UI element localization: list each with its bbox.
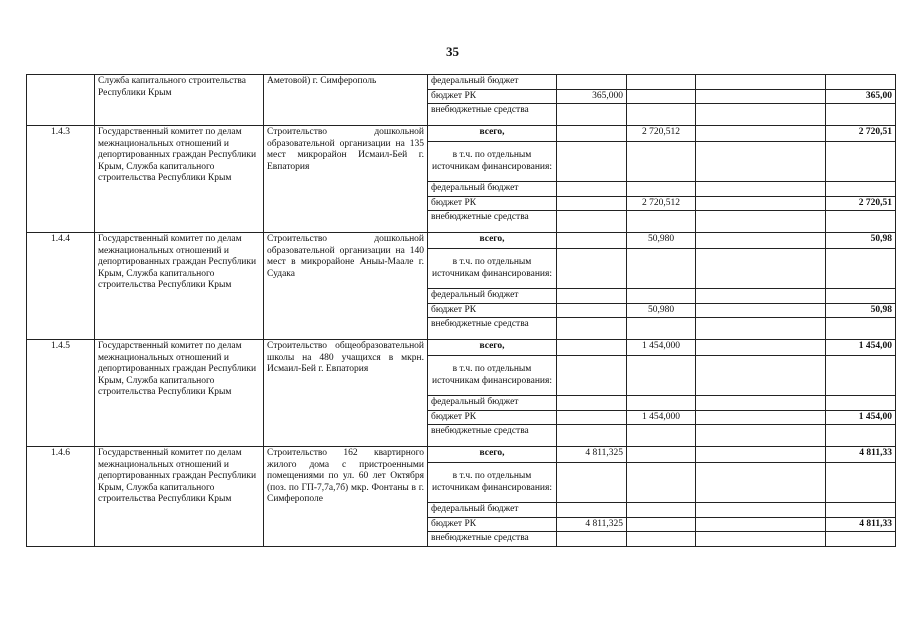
amount-cell xyxy=(696,447,826,463)
amount-cell xyxy=(627,289,696,304)
amount-cell xyxy=(696,89,826,104)
amount-cell: 4 811,325 xyxy=(557,447,627,463)
amount-cell xyxy=(627,425,696,447)
amount-cell xyxy=(627,89,696,104)
amount-cell xyxy=(696,233,826,249)
total-amount-cell: 1 454,00 xyxy=(826,340,896,356)
amount-cell xyxy=(627,356,696,396)
item-number: 1.4.4 xyxy=(27,233,95,340)
amount-cell xyxy=(696,532,826,547)
table-row xyxy=(27,126,896,142)
amount-cell xyxy=(696,249,826,289)
total-amount-cell xyxy=(826,318,896,340)
amount-cell xyxy=(557,425,627,447)
amount-cell xyxy=(696,517,826,532)
amount-cell xyxy=(557,249,627,289)
object-description: Аметовой) г. Симферополь xyxy=(264,75,428,126)
amount-cell: 4 811,325 xyxy=(557,517,627,532)
total-amount-cell xyxy=(826,425,896,447)
total-amount-cell xyxy=(826,396,896,411)
item-number: 1.4.6 xyxy=(27,447,95,547)
item-number: 1.4.5 xyxy=(27,340,95,447)
amount-cell xyxy=(627,182,696,197)
total-amount-cell xyxy=(826,463,896,503)
funding-source: федеральный бюджет xyxy=(428,182,557,197)
responsible-organization: Служба капитального строительства Республики Крым xyxy=(95,75,264,126)
amount-cell xyxy=(627,532,696,547)
total-amount-cell xyxy=(826,289,896,304)
total-amount-cell: 50,98 xyxy=(826,303,896,318)
total-amount-cell xyxy=(826,356,896,396)
amount-cell xyxy=(696,182,826,197)
funding-source: бюджет РК xyxy=(428,89,557,104)
table-row xyxy=(27,75,896,90)
object-description: Строительство 162 квартирного жилого дома с пристроенными помещениями по ул. 60 лет Октября (поз. по ГП-7,7а,7б) мкр. Фонтаны в г. Симферополе xyxy=(264,447,428,547)
table-body xyxy=(27,75,896,547)
amount-cell xyxy=(696,410,826,425)
amount-cell xyxy=(696,104,826,126)
amount-cell xyxy=(627,75,696,90)
funding-source: всего, xyxy=(428,447,557,463)
amount-cell xyxy=(696,196,826,211)
amount-cell xyxy=(696,211,826,233)
total-amount-cell xyxy=(826,75,896,90)
amount-cell xyxy=(696,425,826,447)
funding-source: внебюджетные средства xyxy=(428,104,557,126)
amount-cell xyxy=(696,503,826,518)
amount-cell: 2 720,512 xyxy=(627,126,696,142)
total-amount-cell xyxy=(826,503,896,518)
amount-cell xyxy=(627,211,696,233)
funding-source: в т.ч. по отдельным источникам финансирования: xyxy=(428,249,557,289)
amount-cell xyxy=(557,126,627,142)
table-row xyxy=(27,447,896,463)
amount-cell xyxy=(557,142,627,182)
amount-cell: 1 454,000 xyxy=(627,340,696,356)
amount-cell xyxy=(557,182,627,197)
amount-cell xyxy=(557,318,627,340)
funding-source: всего, xyxy=(428,233,557,249)
amount-cell xyxy=(627,463,696,503)
total-amount-cell xyxy=(826,182,896,197)
amount-cell xyxy=(557,396,627,411)
funding-source: внебюджетные средства xyxy=(428,532,557,547)
amount-cell xyxy=(557,211,627,233)
item-number: 1.4.3 xyxy=(27,126,95,233)
amount-cell xyxy=(627,318,696,340)
total-amount-cell: 2 720,51 xyxy=(826,126,896,142)
funding-source: внебюджетные средства xyxy=(428,425,557,447)
funding-table xyxy=(26,74,896,547)
total-amount-cell: 4 811,33 xyxy=(826,447,896,463)
amount-cell xyxy=(696,126,826,142)
funding-source: внебюджетные средства xyxy=(428,318,557,340)
responsible-organization: Государственный комитет по делам межнациональных отношений и депортированных граждан Республики Крым, Служба капитального строительства Республики Крым xyxy=(95,447,264,547)
total-amount-cell xyxy=(826,104,896,126)
funding-source: всего, xyxy=(428,340,557,356)
amount-cell xyxy=(557,104,627,126)
amount-cell xyxy=(696,318,826,340)
responsible-organization: Государственный комитет по делам межнациональных отношений и депортированных граждан Республики Крым, Служба капитального строительства Республики Крым xyxy=(95,126,264,233)
amount-cell: 50,980 xyxy=(627,233,696,249)
amount-cell xyxy=(557,289,627,304)
amount-cell xyxy=(557,463,627,503)
amount-cell xyxy=(557,410,627,425)
amount-cell xyxy=(557,75,627,90)
amount-cell xyxy=(627,249,696,289)
amount-cell xyxy=(696,303,826,318)
object-description: Строительство дошкольной образовательной организации на 135 мест микрорайон Исмаил-Бей г. Евпатория xyxy=(264,126,428,233)
amount-cell xyxy=(696,356,826,396)
amount-cell xyxy=(557,503,627,518)
amount-cell xyxy=(627,396,696,411)
amount-cell xyxy=(627,142,696,182)
funding-source: бюджет РК xyxy=(428,196,557,211)
page-number: 35 xyxy=(446,44,459,59)
amount-cell xyxy=(557,340,627,356)
amount-cell xyxy=(627,447,696,463)
object-description: Строительство общеобразовательной школы на 480 учащихся в мкрн. Исмаил-Бей г. Евпатория xyxy=(264,340,428,447)
table-row xyxy=(27,233,896,249)
amount-cell xyxy=(696,340,826,356)
amount-cell: 2 720,512 xyxy=(627,196,696,211)
total-amount-cell: 50,98 xyxy=(826,233,896,249)
amount-cell xyxy=(627,104,696,126)
funding-source: в т.ч. по отдельным источникам финансирования: xyxy=(428,142,557,182)
funding-source: всего, xyxy=(428,126,557,142)
funding-source: бюджет РК xyxy=(428,303,557,318)
amount-cell xyxy=(696,463,826,503)
amount-cell: 1 454,000 xyxy=(627,410,696,425)
total-amount-cell xyxy=(826,532,896,547)
amount-cell: 50,980 xyxy=(627,303,696,318)
total-amount-cell: 2 720,51 xyxy=(826,196,896,211)
funding-source: федеральный бюджет xyxy=(428,503,557,518)
amount-cell xyxy=(627,517,696,532)
item-number xyxy=(27,75,95,126)
responsible-organization: Государственный комитет по делам межнациональных отношений и депортированных граждан Республики Крым, Служба капитального строительства Республики Крым xyxy=(95,233,264,340)
amount-cell xyxy=(557,196,627,211)
funding-source: внебюджетные средства xyxy=(428,211,557,233)
table-row xyxy=(27,340,896,356)
total-amount-cell xyxy=(826,142,896,182)
funding-source: бюджет РК xyxy=(428,410,557,425)
funding-source: в т.ч. по отдельным источникам финансирования: xyxy=(428,356,557,396)
amount-cell xyxy=(557,532,627,547)
total-amount-cell xyxy=(826,211,896,233)
amount-cell xyxy=(557,233,627,249)
amount-cell xyxy=(557,356,627,396)
amount-cell xyxy=(696,396,826,411)
object-description: Строительство дошкольной образовательной организации на 140 мест в микрорайоне Аныы-Маале г. Судака xyxy=(264,233,428,340)
total-amount-cell xyxy=(826,249,896,289)
funding-source: федеральный бюджет xyxy=(428,396,557,411)
amount-cell xyxy=(557,303,627,318)
amount-cell xyxy=(696,289,826,304)
responsible-organization: Государственный комитет по делам межнациональных отношений и депортированных граждан Республики Крым, Служба капитального строительства Республики Крым xyxy=(95,340,264,447)
funding-source: федеральный бюджет xyxy=(428,289,557,304)
amount-cell xyxy=(696,75,826,90)
total-amount-cell: 1 454,00 xyxy=(826,410,896,425)
amount-cell: 365,000 xyxy=(557,89,627,104)
funding-source: в т.ч. по отдельным источникам финансирования: xyxy=(428,463,557,503)
amount-cell xyxy=(696,142,826,182)
amount-cell xyxy=(627,503,696,518)
total-amount-cell: 4 811,33 xyxy=(826,517,896,532)
funding-source: бюджет РК xyxy=(428,517,557,532)
funding-source: федеральный бюджет xyxy=(428,75,557,90)
total-amount-cell: 365,00 xyxy=(826,89,896,104)
